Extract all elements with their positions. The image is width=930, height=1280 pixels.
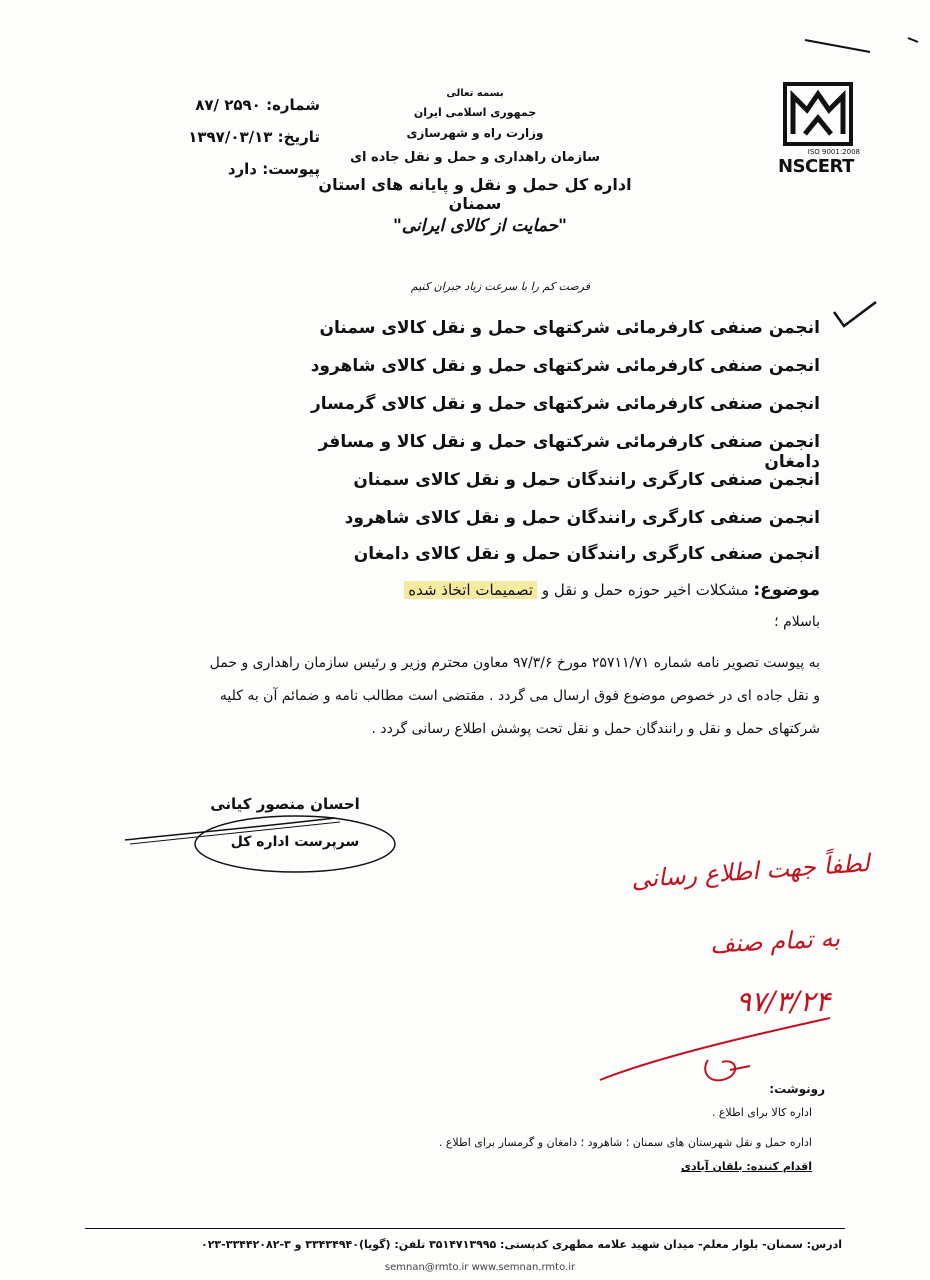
body-line-2: و نقل جاده ای در خصوص موضوع فوق ارسال می گردد . مقتضی است مطالب نامه و ضمائم آن به کلیه: [219, 688, 820, 704]
organization-emblem-icon: [783, 82, 853, 148]
handwritten-note-2: به تمام صنف: [709, 924, 841, 959]
handwritten-note-1: لطفاً جهت اطلاع رسانی: [630, 848, 871, 894]
subject-text: مشکلات اخیر حوزه حمل و نقل و: [541, 581, 749, 599]
sub-slogan: فرصت کم را با سرعت زیاد جبران کنیم: [410, 280, 590, 293]
signer-title: سرپرست اداره کل: [230, 834, 360, 850]
slogan: "حمایت از کالای ایرانی": [392, 216, 568, 236]
ministry-title: وزارت راه و شهرسازی: [406, 126, 544, 140]
republic-title: جمهوری اسلامی ایران: [413, 106, 537, 119]
recipient-4: انجمن صنفی کارفرمائی شرکتهای حمل و نقل کالا و مسافر دامغان: [318, 432, 820, 472]
recipient-5: انجمن صنفی کارگری رانندگان حمل و نقل کالای سمنان: [353, 470, 820, 490]
subject-label: موضوع:: [753, 580, 820, 600]
body-line-3: شرکتهای حمل و نقل و رانندگان حمل و نقل تحت پوشش اطلاع رسانی گردد .: [371, 721, 820, 737]
recipient-7: انجمن صنفی کارگری رانندگان حمل و نقل کالای دامغان: [353, 544, 820, 564]
action-by: اقدام کننده: بلقان آبادی: [680, 1160, 812, 1173]
iso-label: ISO 9001:2008: [807, 148, 860, 156]
checkmark-icon: [830, 298, 880, 332]
subject-highlight: تصمیمات اتخاذ شده: [404, 581, 537, 599]
letter-number: شماره: ۲۵۹۰ /۸۷: [195, 96, 320, 114]
recipient-2: انجمن صنفی کارفرمائی شرکتهای حمل و نقل کالای شاهرود: [310, 356, 820, 376]
footer-address: ادرس: سمنان- بلوار معلم- میدان شهید علامه مطهری کدپستی: ۳۵۱۴۷۱۳۹۹۵ تلفن: (گویا)۳۳۴۳۴۹۴۰ و ۳-۳۳۴۴۲۰۸۲-۰۲۳: [201, 1238, 842, 1251]
recipient-3: انجمن صنفی کارفرمائی شرکتهای حمل و نقل کالای گرمسار: [310, 394, 820, 414]
letter-date: تاریخ: ۱۳۹۷/۰۳/۱۳: [188, 128, 320, 146]
copy-item-2: اداره حمل و نقل شهرستان های سمنان ؛ شاهرود ؛ دامغان و گرمسار برای اطلاع .: [438, 1136, 812, 1149]
organization-title: سازمان راهداری و حمل و نقل جاده ای: [350, 150, 600, 165]
recipient-1: انجمن صنفی کارفرمائی شرکتهای حمل و نقل کالای سمنان: [319, 318, 820, 338]
copies-title: رونوشت:: [769, 1082, 825, 1096]
nscert-text: NSCERT: [778, 156, 854, 177]
handwritten-date: ۹۷/۳/۲۴: [735, 985, 830, 1018]
subject-line: [220, 580, 820, 600]
footer-divider: [85, 1228, 845, 1229]
red-signature-icon: [590, 1010, 850, 1090]
nscert-logo: [778, 82, 868, 192]
pen-mark-icon: [800, 30, 920, 90]
greeting: باسلام ؛: [774, 614, 820, 630]
department-title: اداره کل حمل و نقل و پایانه های استان سمنان: [318, 175, 632, 213]
footer-web: semnan@rmto.ir www.semnan.rmto.ir: [384, 1262, 576, 1273]
letter-attachment: پیوست: دارد: [227, 160, 320, 178]
body-line-1: به پیوست تصویر نامه شماره ۲۵۷۱۱/۷۱ مورخ ۹۷/۳/۶ معاون محترم وزیر و رئیس سازمان راهداری و حمل: [209, 655, 820, 671]
signer-name: احسان منصور کیانی: [210, 795, 360, 813]
recipient-6: انجمن صنفی کارگری رانندگان حمل و نقل کالای شاهرود: [344, 508, 820, 528]
copy-item-1: اداره کالا برای اطلاع .: [711, 1106, 812, 1119]
bismillah: بسمه تعالی: [446, 88, 504, 99]
